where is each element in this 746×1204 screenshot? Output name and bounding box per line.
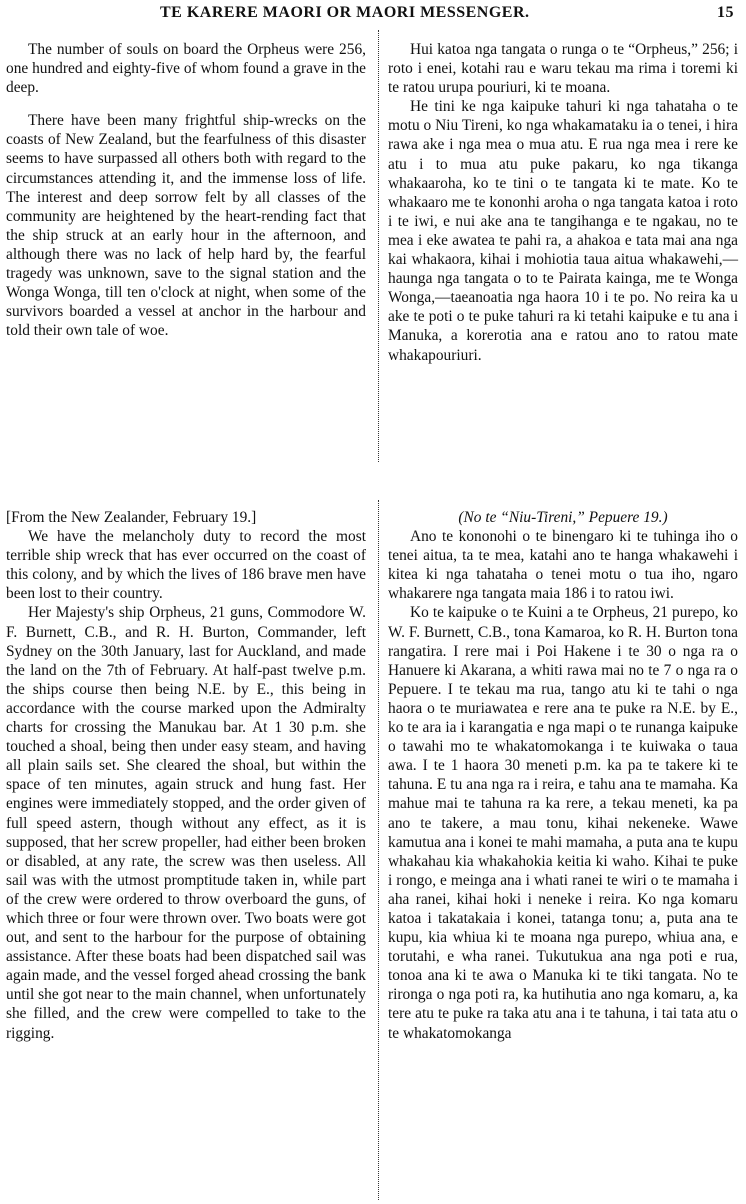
page-number: 15 [717,4,734,21]
maori-paragraph: He tini ke nga kaipuke tahuri ki nga tahataha o te motu o Niu Tireni, ko nga whakamataku ia o tenei, i hira rawa ake i nga mea o mua atu. E rua nga mea i rere ke atu i to mua atu puke pakaru, ko nga tikanga whakaaroha, ko te tini o te tangata ki te mate. Ko te whakaaro me te kononhi aroha o nga tangata katoa i roto i te iwi, e nui ake ana te tangihanga e te ngakau, no te mea i eke awatea te pahi ra, a ahakoa e tata mai ana nga kai whakaora, kihai i mohiotia taua aitua whakawehi,—haunga nga tangata o to te Pairata kainga, me te Wonga Wonga,—taeanoatia nga haora 10 i te po. No reira ka u ake te poti o te puke tahuri ra ki tetahi kaipuke e tu ana i Manuka, a korerotia ana e ratou ano to ratou mate whakapouriuri. [388,98,738,364]
english-paragraph: The number of souls on board the Orpheus were 256, one hundred and eighty-five of whom found a grave in the deep. [6,41,366,97]
maori-paragraph: Ano te kononohi o te binengaro ki te tuhinga iho o tenei aitua, ta te mea, katahi ano te hanga whakawehi i kitea ki nga tahataha o tenei motu o tua iho, ngaro whakarere nga tangata maia 186 i to ratou iwi. [388,528,738,603]
english-paragraph: There have been many frightful ship-wrecks on the coasts of New Zealand, but the fearfulness of this disaster seems to have surpassed all others both with regard to the circumstances attending it, and the immense loss of life. The interest and deep sorrow felt by all classes of the community are heightened by the heart-rending fact that the ship struck at an early hour in the afternoon, and although there was no lack of help hard by, the fearful tragedy was unknown, save to the signal station and the Wonga Wonga, till ten o'clock at night, when some of the survivors boarded a vessel at anchor in the harbour and told their own tale of woe. [6,112,366,340]
top-maori-column [388,40,738,365]
english-source-line: [From the New Zealander, February 19.] [6,509,257,526]
bottom-maori-column [388,508,738,1043]
maori-source-text: (No te “Niu-Tireni,” Pepuere 19.) [458,509,668,526]
column-divider-top [378,30,379,462]
english-paragraph: We have the melancholy duty to record the most terrible ship wreck that has ever occurred on the coast of this colony, and by which the lives of 186 brave men have been lost to their country. [6,528,366,603]
maori-paragraph: Hui katoa nga tangata o runga o te “Orpheus,” 256; i roto i enei, kotahi rau e waru tekau ma rima i toremi ki te ratou urupa pouriuri, ki te moana. [388,41,738,97]
masthead-title: TE KARERE MAORI OR MAORI MESSENGER. [160,4,530,21]
column-divider-bottom [378,500,379,1200]
maori-paragraph: Ko te kaipuke o te Kuini a te Orpheus, 21 purepo, ko W. F. Burnett, C.B., tona Kamaroa, ko R. H. Burton tona rangatira. I rere mai i Poi Hakene i te 30 o nga ra o Hanuere ki Akarana, a whiti rawa mai no te 7 o nga ra o Pepuere. I te tekau ma rua, tango atu ki te tahi o nga haora o te muriawatea e rere ana te puke ra N.E. by E., ko te ara ia i karangatia e nga mapi o te runanga kaipuke o tawahi mo te whakatomokanga i te kuiwaka o taua awa. I te 1 haora 30 meneti p.m. ka pa te takere ki te tahuna. E tu ana nga ra i reira, e tahu ana te mamaha. Ka mahue mai te tahuna ra ka rere, a tekau meneti, ka pa ano te takere, a mau tonu, kihai nekeneke. Wawe kamutua ana i konei te mahi mamaha, a puta ana te kupu whakahau kia whakahokia keitia ki waho. Kihai te puke i rongo, e meinga ana i whati ranei te wiri o te mamaha i aha ranei, kihai hoki i neneke i reira. Ko nga komaru katoa i takatakaia i konei, tatanga tonu; a, puta ana te kupu, kia whiua ki te moana nga purepo, whiua ana, e torutahi, e wha ranei. Tukutukua ana nga poti e rua, tonoa ana ki te awa o Manuka ki te tiki tangata. No te rironga o nga poti ra, ka hutihutia ano nga komaru, a, ka tere atu te puke ra taka atu ana i te tahuna, i tai tata atu o te whakatomokanga [388,604,738,1042]
page-header [0,4,746,26]
bottom-english-column [6,508,366,1043]
maori-source-line [388,508,738,527]
top-english-column [6,40,366,340]
english-paragraph: Her Majesty's ship Orpheus, 21 guns, Commodore W. F. Burnett, C.B., and R. H. Burton, Commander, left Sydney on the 30th January, last for Auckland, and made the land on the 7th of February. At half-past twelve p.m. the ships course then being N.E. by E., this being in accordance with the course marked upon the Admiralty charts for crossing the Manukau bar. At 1 30 p.m. she touched a shoal, being then under easy steam, and having all plain sails set. She cleared the shoal, but within the space of ten minutes, again struck and hung fast. Her engines were immediately stopped, and the order given of full speed astern, though without any effect, as it is supposed, that her screw propeller, had either been broken or disabled, at any rate, the screw was then useless. All sail was with the utmost promptitude taken in, while part of the crew were ordered to throw overboard the guns, of which three or four were thrown over. Two boats were got out, and sent to the harbour for the purpose of obtaining assistance. After these boats had been dispatched sail was again made, and the vessel forged ahead crossing the bank until she got near to the main channel, when unfortunately she filled, and the crew were compelled to take to the rigging. [6,604,366,1042]
